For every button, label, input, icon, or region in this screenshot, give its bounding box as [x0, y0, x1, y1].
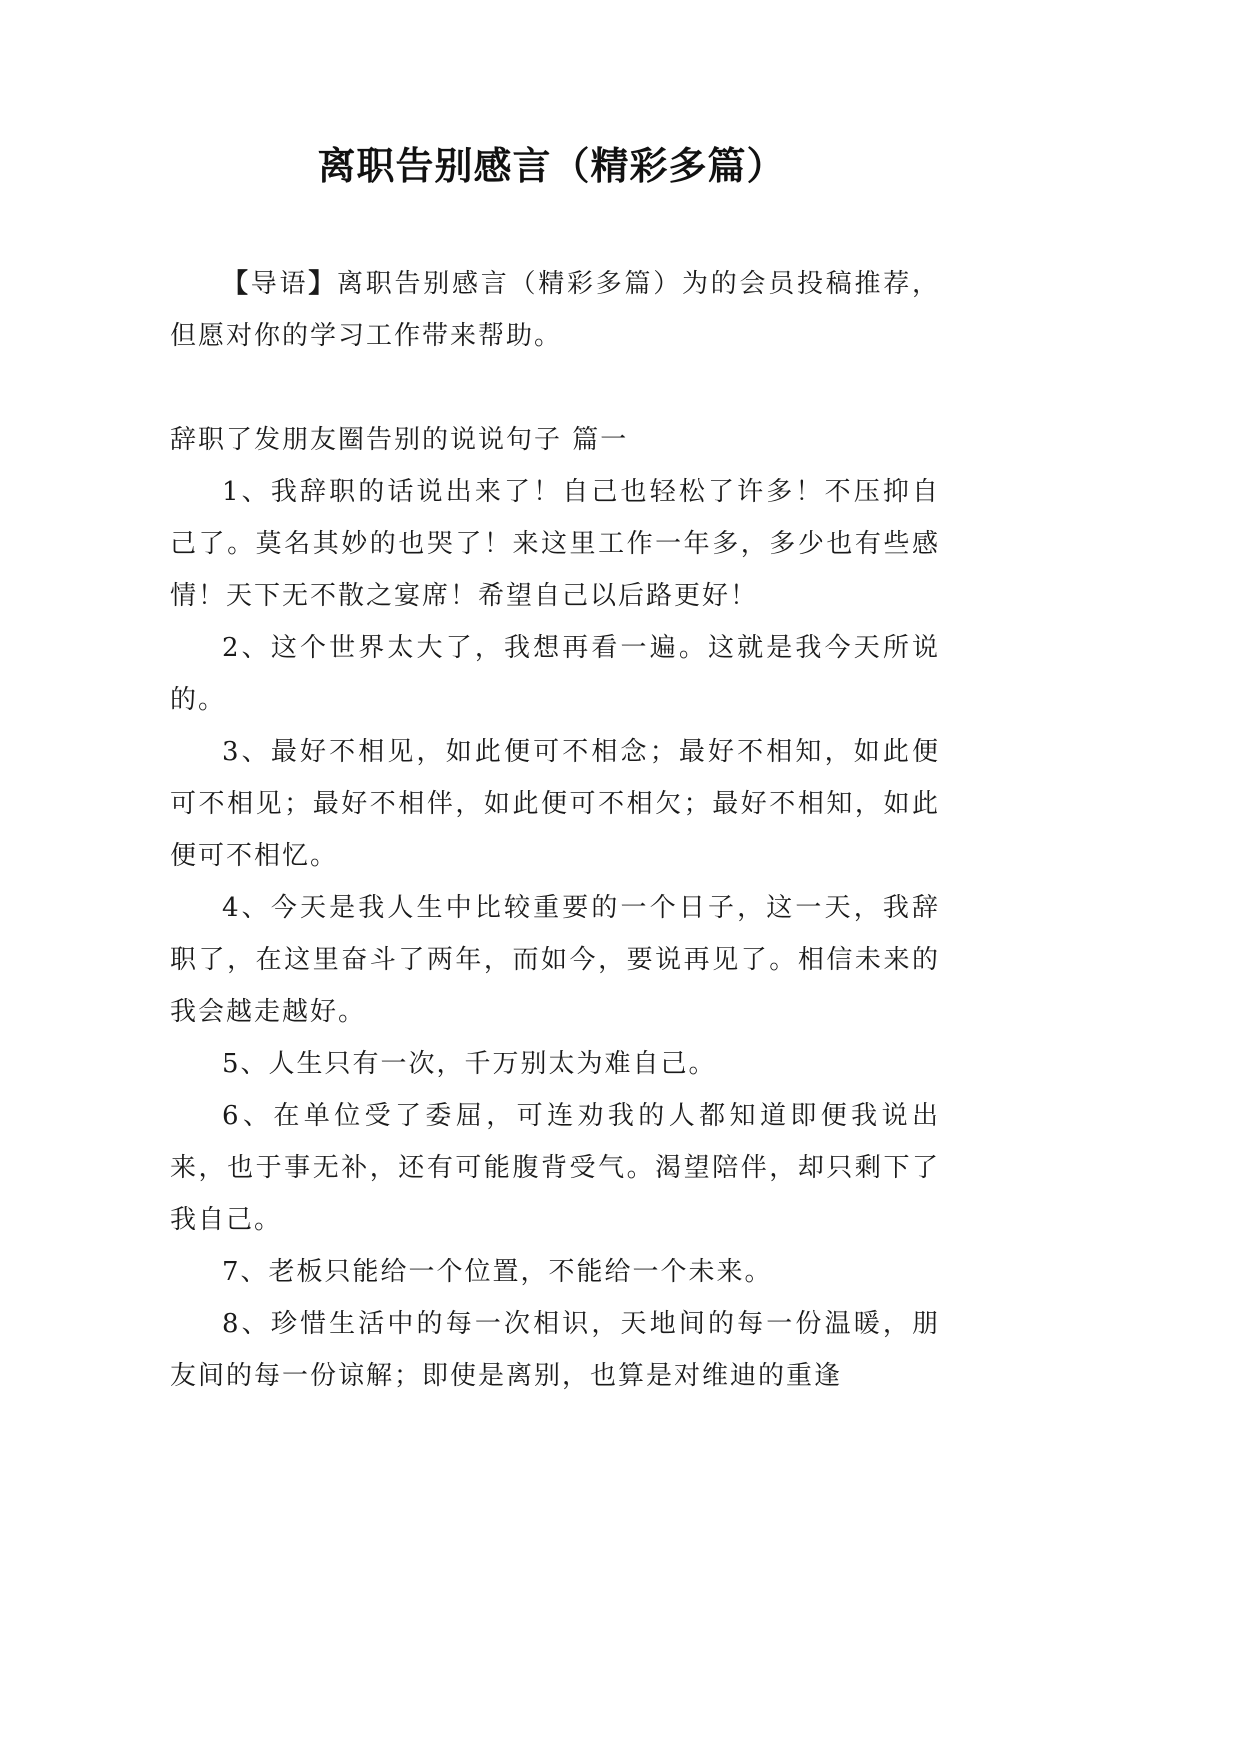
- paragraph-3: 3、最好不相见，如此便可不相念；最好不相知，如此便可不相见；最好不相伴，如此便可不相欠；最好不相知，如此便可不相忆。: [170, 737, 940, 871]
- document-body: [170, 258, 940, 1402]
- paragraph-6: 6、在单位受了委屈，可连劝我的人都知道即便我说出来，也于事无补，还有可能腹背受气。渴望陪伴，却只剩下了我自己。: [170, 1101, 940, 1235]
- intro-paragraph: [170, 258, 940, 362]
- paragraph-8: 8、珍惜生活中的每一次相识，天地间的每一份温暖，朋友间的每一份谅解；即使是离别，也算是对维迪的重逢: [170, 1309, 940, 1391]
- intro-bracket-open: 【: [222, 269, 251, 299]
- paragraph-2: 2、这个世界太大了，我想再看一遍。这就是我今天所说的。: [170, 633, 940, 715]
- section-heading: 辞职了发朋友圈告别的说说句子 篇一: [170, 425, 629, 455]
- intro-label: 导语: [250, 269, 309, 299]
- paragraph-4: 4、今天是我人生中比较重要的一个日子，这一天，我辞职了，在这里奋斗了两年，而如今，要说再见了。相信未来的我会越走越好。: [170, 893, 940, 1027]
- paragraph-5: 5、人生只有一次，千万别太为难自己。: [222, 1049, 717, 1079]
- document-title: 离职告别感言（精彩多篇）: [317, 144, 786, 188]
- intro-text: 离职告别感言（精彩多篇）为的会员投稿推荐，但愿对你的学习工作带来帮助。: [170, 269, 940, 351]
- intro-bracket-close: 】: [308, 269, 337, 299]
- paragraph-1: 1、我辞职的话说出来了！自己也轻松了许多！不压抑自己了。莫名其妙的也哭了！来这里工作一年多，多少也有些感情！天下无不散之宴席！希望自己以后路更好！: [170, 477, 940, 611]
- paragraph-7: 7、老板只能给一个位置，不能给一个未来。: [222, 1257, 773, 1287]
